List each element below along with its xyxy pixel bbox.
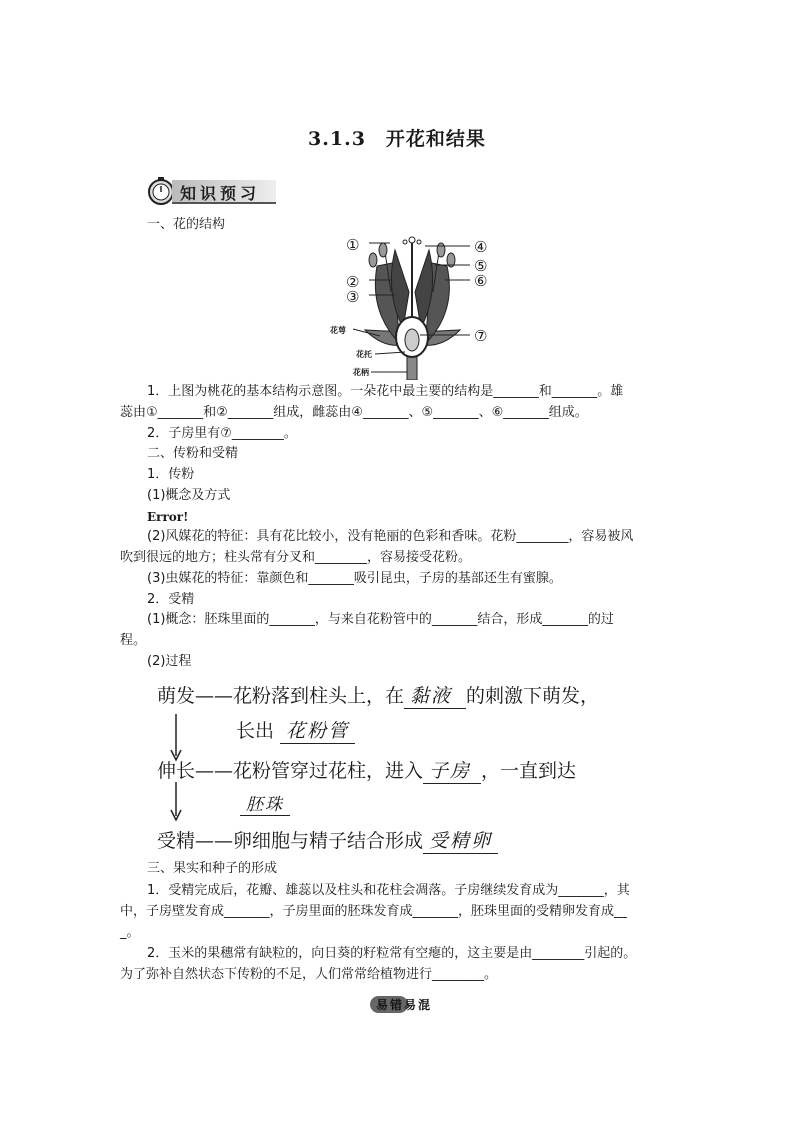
r2-line-1: 2．玉米的果穗常有缺粒的，向日葵的籽粒常有空瘪的，这主要是由________引起的。 [147, 946, 637, 961]
diagram-label-5: ⑤ [474, 257, 488, 275]
diagram-label-7: ⑦ [474, 327, 488, 345]
r1-line-2: 中，子房壁发育成_______，子房里面的胚珠发育成_______，胚珠里面的受精卵发育成__ [120, 904, 628, 919]
pollination-heading: 1．传粉 [147, 467, 195, 482]
diagram-label-4: ④ [474, 238, 488, 256]
f1-line-1: (1)概念：胚珠里面的_______，与来自花粉管中的_______结合，形成_______的过 [147, 612, 614, 627]
section-2-title: 二、传粉和受精 [147, 446, 239, 461]
diagram-label-calyx: 花萼 [330, 326, 346, 335]
process-step-germinate: 萌发——花粉落到柱头上，在 黏液 的刺激下萌发， [157, 681, 599, 709]
error-prone-badge [370, 995, 450, 1015]
diagram-label-receptacle: 花托 [356, 350, 372, 359]
f2-text: (2)过程 [147, 654, 192, 669]
error-text: Error! [147, 510, 189, 524]
arrow-down-icon [168, 714, 184, 762]
q1-line-1: 1．上图为桃花的基本结构示意图。一朵花中最主要的结构是_______和_______。雄 [147, 384, 624, 399]
r1-line-3: _。 [120, 925, 140, 940]
error-prone-badge-label: 易错易混 [376, 998, 433, 1012]
process-step-elongate: 伸长——花粉管穿过花柱，进入 子房 ，一直到达 [157, 756, 576, 784]
p2-line-1: (2)风媒花的特征：具有花比较小，没有艳丽的色彩和香味。花粉________，容易被风 [147, 529, 634, 544]
p3-text: (3)虫媒花的特征：靠颜色和_______吸引昆虫，子房的基部还生有蜜腺。 [147, 571, 562, 586]
p1-text: (1)概念及方式 [147, 488, 231, 503]
diagram-label-stalk: 花柄 [353, 368, 369, 377]
p2-line-2: 吹到很远的地方；柱头常有分叉和________，容易接受花粉。 [120, 550, 472, 565]
arrow-down-icon [168, 782, 184, 822]
diagram-label-6: ⑥ [474, 272, 488, 290]
page-title: 3.1.3 开花和结果 [308, 128, 486, 150]
process-step-grow: 长出 花粉管 [236, 716, 355, 744]
diagram-label-1: ① [346, 236, 360, 254]
process-step-ovule: 胚珠 [240, 790, 290, 816]
process-step-fertilize: 受精——卵细胞与精子结合形成 受精卵 [157, 826, 498, 854]
fertilization-heading: 2．受精 [147, 592, 195, 607]
section-3-title: 三、果实和种子的形成 [147, 861, 278, 876]
r1-line-1: 1．受精完成后，花瓣、雄蕊以及柱头和花柱会凋落。子房继续发育成为_______，其 [147, 883, 630, 898]
preview-badge [146, 176, 278, 206]
q1-line-2: 蕊由①_______和②_______组成，雌蕊由④_______、⑤_______、⑥_______组成。 [120, 405, 588, 420]
r2-line-2: 为了弥补自然状态下传粉的不足，人们常常给植物进行________。 [120, 967, 498, 982]
diagram-label-3: ③ [346, 288, 360, 306]
preview-badge-label: 知识预习 [180, 184, 261, 203]
f1-line-2: 程。 [120, 633, 147, 648]
section-1-title: 一、花的结构 [147, 217, 226, 232]
diagram-label-2: ② [346, 273, 360, 291]
q2-text: 2．子房里有⑦________。 [147, 426, 297, 441]
